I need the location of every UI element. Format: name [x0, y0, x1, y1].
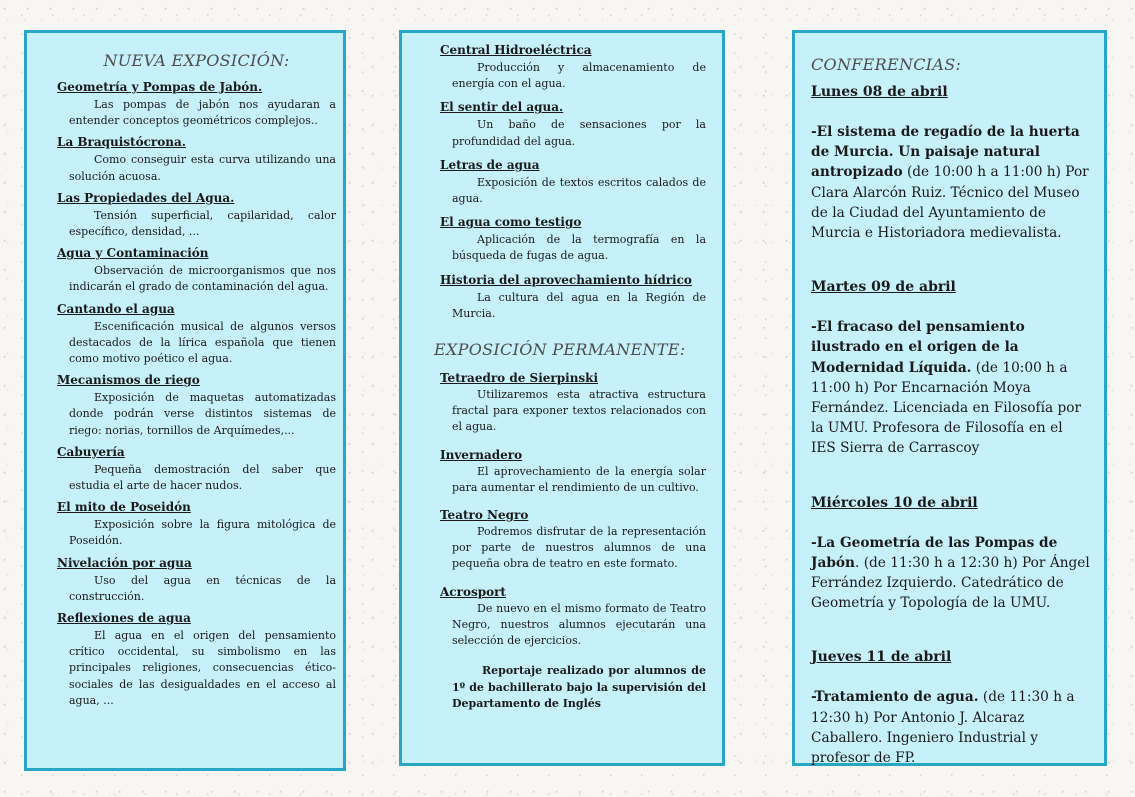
conference-text [811, 317, 1090, 458]
conference-entry [811, 648, 1090, 768]
list-item [57, 373, 336, 439]
item-title: El agua como testigo [440, 215, 582, 230]
item-title: Historia del aprovechamiento hídrico [440, 272, 692, 287]
item-title: Acrosport [440, 584, 506, 599]
conference-details: (de 10:00 h a 11:00 h) Por Clara Alarcón Ruiz. Técnico del Museo de la Ciudad del Ayuntamiento de Murcia e Historiadora medievalista. [811, 164, 1089, 242]
item-title: Letras de agua [440, 157, 540, 172]
item-description: Exposición sobre la figura mitológica de Poseidón. [69, 518, 336, 548]
conference-day: Lunes 08 de abril [811, 84, 948, 100]
item-title: Tetraedro de Sierpinski [440, 371, 599, 386]
list-item [57, 135, 336, 184]
item-description: Uso del agua en técnicas de la construcción. [69, 573, 336, 603]
list-item [57, 556, 336, 605]
conference-text [811, 122, 1090, 243]
item-description: Exposición de textos escritos calados de agua. [452, 175, 706, 206]
item-title: Nivelación por agua [57, 555, 192, 570]
item-description: Un baño de sensaciones por la profundidad del agua. [452, 118, 706, 148]
item-description: Utilizaremos esta atractiva estructura fractal para exponer textos relacionados con el agua. [452, 388, 706, 434]
item-title: Central Hidroeléctrica [440, 43, 592, 57]
list-item [57, 80, 336, 129]
list-item [440, 100, 706, 149]
item-description: El aprovechamiento de la energía solar para aumentar el rendimiento de un cultivo. [452, 464, 706, 494]
conference-entry [811, 83, 1090, 243]
conference-details: (de 10:00 h a 11:00 h) Por Encarnación Moya Fernández. Licenciada en Filosofía por la UMU. Profesora de Filosofía en el IES Sierra de Carrascoy [811, 359, 1082, 457]
item-description: Tensión superficial, capilaridad, calor específico, densidad, ... [69, 208, 336, 239]
item-description: Exposición de maquetas automatizadas donde podrán verse distintos sistemas de riego: norias, tornillos de Arquímedes,... [69, 391, 336, 437]
list-item [440, 215, 706, 264]
list-item [57, 500, 336, 549]
item-description: Las pompas de jabón nos ayudaran a entender conceptos geométricos complejos.. [69, 98, 336, 128]
item-title: El sentir del agua. [440, 100, 564, 115]
conference-day: Jueves 11 de abril [811, 649, 952, 666]
conference-talk-title: -El fracaso del pensamiento ilustrado en el origen de la Modernidad Líquida. [811, 319, 1025, 376]
section-title-conferencias: CONFERENCIAS: [811, 55, 962, 74]
credit-note: Reportaje realizado por alumnos de 1º de bachillerato bajo la supervisión del Departamento de Inglés [452, 664, 706, 711]
list-item [57, 445, 336, 494]
conference-entry [811, 278, 1090, 458]
item-description: Podremos disfrutar de la representación por parte de nuestros alumnos de una pequeña obra de teatro en este formato. [452, 525, 706, 571]
conference-details: (de 11:30 h a 12:30 h) Por Antonio J. Alcaraz Caballero. Ingeniero Industrial y profesor de FP. [811, 689, 1075, 767]
list-item [57, 302, 336, 368]
list-item [440, 273, 706, 322]
item-description: Aplicación de la termografía en la búsqueda de fugas de agua. [452, 233, 706, 263]
conference-text [811, 687, 1090, 768]
list-item [57, 611, 336, 709]
section-title-nueva-exposicion: NUEVA EXPOSICIÓN: [103, 51, 290, 70]
panel-exposicion-continuacion [399, 30, 725, 766]
item-description: Observación de microorganismos que nos indicarán el grado de contaminación del agua. [69, 264, 336, 294]
list-item [440, 585, 706, 650]
item-title: Reflexiones de agua [57, 611, 191, 626]
item-description: El agua en el origen del pensamiento crítico occidental, su simbolismo en las principales religiones, consecuencias ético-sociales de las desigualdades en el acceso al agua, ... [69, 629, 336, 707]
item-title: Teatro Negro [440, 508, 529, 523]
item-description: Pequeña demostración del saber que estudia el arte de hacer nudos. [69, 462, 336, 493]
list-item [57, 246, 336, 295]
item-title: Geometría y Pompas de Jabón. [57, 80, 263, 94]
conference-entry [811, 494, 1090, 614]
section-title-exposicion-permanente: EXPOSICIÓN PERMANENTE: [434, 340, 686, 360]
conference-day: Miércoles 10 de abril [811, 494, 978, 511]
item-title: Agua y Contaminación [57, 246, 209, 261]
item-title: Invernadero [440, 447, 523, 462]
list-item [440, 43, 706, 92]
item-title: Las Propiedades del Agua. [57, 190, 235, 205]
list-item [440, 158, 706, 207]
item-title: La Braquistócrona. [57, 135, 186, 150]
conference-talk-title: -El sistema de regadío de la huerta de Murcia. Un paisaje natural antropizado [811, 124, 1080, 181]
permanente-list [440, 371, 706, 649]
list-item [440, 371, 706, 436]
item-description: De nuevo en el mismo formato de Teatro Negro, nuestros alumnos ejecutarán una selección de ejercicios. [452, 601, 706, 648]
item-description: Como conseguir esta curva utilizando una solución acuosa. [69, 153, 336, 183]
conference-text [811, 533, 1090, 614]
conference-details: . (de 11:30 h a 12:30 h) Por Ángel Ferrández Izquierdo. Catedrático de Geometría y Topología de la UMU. [811, 554, 1090, 612]
list-item [440, 508, 706, 573]
conference-day: Martes 09 de abril [811, 279, 956, 296]
panel-conferencias [792, 30, 1107, 766]
list-item [57, 191, 336, 240]
conference-talk-title: -Tratamiento de agua. [811, 689, 979, 706]
item-description: La cultura del agua en la Región de Murcia. [452, 290, 706, 320]
item-title: Cantando el agua [57, 301, 175, 316]
item-description: Producción y almacenamiento de energía con el agua. [452, 61, 706, 91]
item-title: El mito de Poseidón [57, 500, 191, 515]
panel-nueva-exposicion [24, 30, 346, 771]
item-title: Cabuyería [57, 444, 125, 459]
conference-talk-title: -La Geometría de las Pompas de Jabón [811, 534, 1058, 571]
item-title: Mecanismos de riego [57, 373, 200, 388]
list-item [440, 448, 706, 496]
item-description: Escenificación musical de algunos versos destacados de la lírica española que tienen como motivo poético el agua. [69, 319, 336, 366]
